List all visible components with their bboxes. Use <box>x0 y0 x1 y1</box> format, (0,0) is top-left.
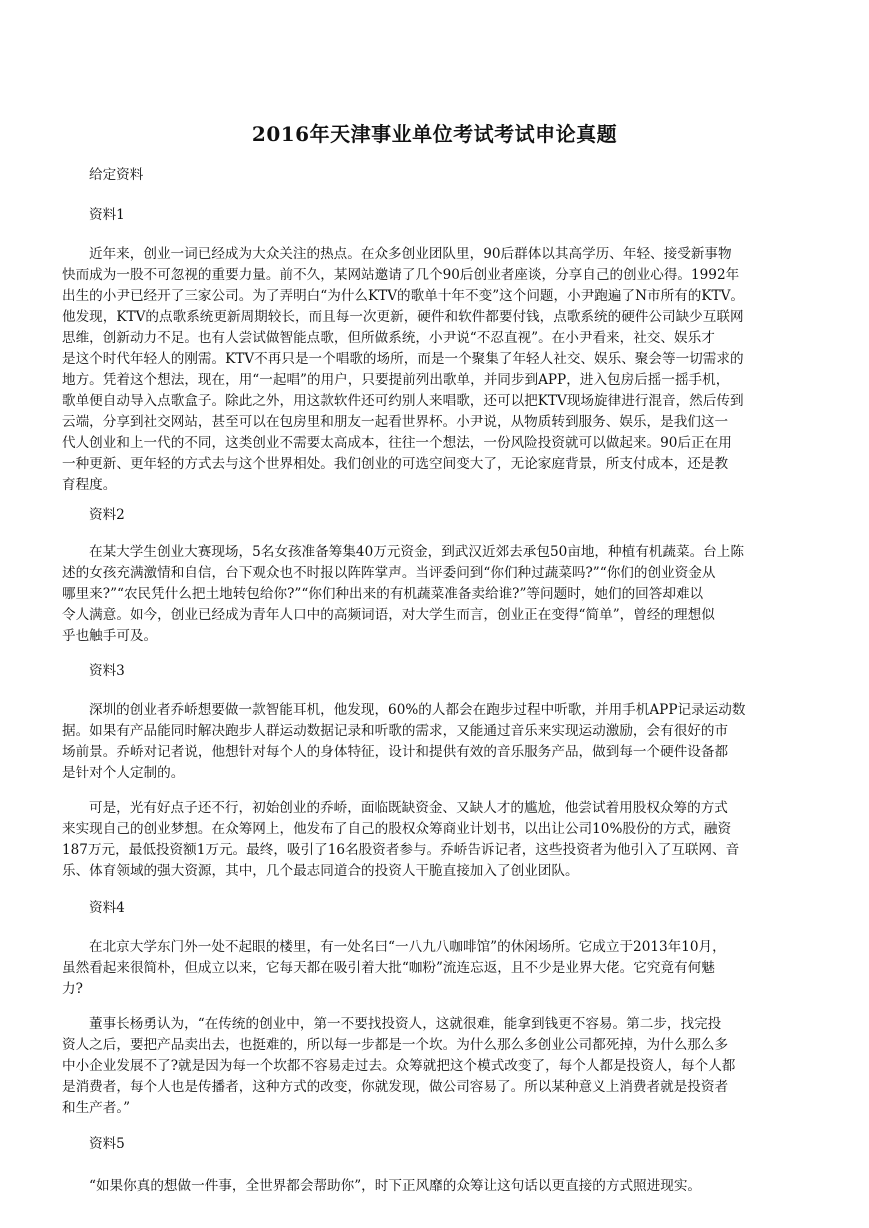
section-5-paragraph-1 <box>89 1176 789 1197</box>
section-2-paragraph-1 <box>62 542 789 647</box>
line: 代人创业和上一代的不同，这类创业不需要太高成本，往往一个想法，一份风险投资就可以做起来。90后正在用 <box>62 435 732 451</box>
line: 快而成为一股不可忽视的重要力量。前不久，某网站邀请了几个90后创业者座谈，分享自己的创业心得。1992年 <box>62 267 740 283</box>
section-label-3: 资料3 <box>89 663 125 679</box>
line: 据。如果有产品能同时解决跑步人群运动数据记录和听歌的需求，又能通过音乐来实现运动激励，会有很好的市 <box>62 723 729 739</box>
line: 述的女孩充满激情和自信，台下观众也不时报以阵阵掌声。当评委问到“你们种过蔬菜吗?”“你们的创业资金从 <box>62 565 716 581</box>
line: 来实现自己的创业梦想。在众筹网上，他发布了自己的股权众筹商业计划书，以出让公司10%股份的方式，融资 <box>62 821 732 837</box>
section-1-paragraph-1 <box>62 244 789 496</box>
line: 令人满意。如今，创业已经成为青年人口中的高频词语，对大学生而言，创业正在变得“简单”，曾经的理想似 <box>62 607 715 623</box>
document-title: 2016年天津事业单位考试考试申论真题 <box>251 122 618 146</box>
line: 董事长杨勇认为，“在传统的创业中，第一不要找投资人，这就很难，能拿到钱更不容易。第二步，找完投 <box>89 1016 722 1032</box>
line: 哪里来?”“农民凭什么把土地转包给你?”“你们种出来的有机蔬菜准备卖给谁?”等问题时，她们的回答却难以 <box>62 586 704 602</box>
line: 云端，分享到社交网站，甚至可以在包房里和朋友一起看世界杯。小尹说，从物质转到服务、娱乐，是我们这一 <box>62 414 729 430</box>
section-3-paragraph-1 <box>62 700 789 784</box>
line: 中小企业发展不了?就是因为每一个坎都不容易走过去。众筹就把这个模式改变了，每个人都是投资人，每个人都 <box>62 1058 736 1074</box>
line: 乐、体育领域的强大资源，其中，几个最志同道合的投资人干脆直接加入了创业团队。 <box>62 863 579 879</box>
section-4-paragraph-2 <box>62 1014 789 1119</box>
line: 是这个时代年轻人的刚需。KTV不再只是一个唱歌的场所，而是一个聚集了年轻人社交、娱乐、聚会等一切需求的 <box>62 351 744 367</box>
section-label-5: 资料5 <box>89 1136 125 1152</box>
line: 乎也触手可及。 <box>62 628 158 644</box>
given-materials-label: 给定资料 <box>89 167 144 183</box>
line: 是消费者，每个人也是传播者，这种方式的改变，你就发现，做公司容易了。所以某种意义上消费者就是投资者 <box>62 1079 729 1095</box>
line: 资人之后，要把产品卖出去，也挺难的，所以每一步都是一个坎。为什么那么多创业公司都死掉，为什么那么多 <box>62 1037 729 1053</box>
line: 力? <box>62 981 83 997</box>
line: 场前景。乔峤对记者说，他想针对每个人的身体特征，设计和提供有效的音乐服务产品，做到每一个硬件设备都 <box>62 744 729 760</box>
line: 在某大学生创业大赛现场，5名女孩准备筹集40万元资金，到武汉近郊去承包50亩地，种植有机蔬菜。台上陈 <box>89 544 744 560</box>
line: 歌单便自动导入点歌盒子。除此之外，用这款软件还可约别人来唱歌，还可以把KTV现场旋律进行混音，然后传到 <box>62 393 744 409</box>
line: 虽然看起来很简朴，但成立以来，它每天都在吸引着大批“咖粉”流连忘返，且不少是业界大佬。它究竟有何魅 <box>62 960 715 976</box>
section-label-1: 资料1 <box>89 207 125 223</box>
section-label-4: 资料4 <box>89 900 125 916</box>
line: 出生的小尹已经开了三家公司。为了弄明白“为什么KTV的歌单十年不变”这个问题，小尹跑遍了N市所有的KTV。 <box>62 288 744 304</box>
line: 可是，光有好点子还不行，初始创业的乔峤，面临既缺资金、又缺人才的尴尬，他尝试着用股权众筹的方式 <box>89 800 728 816</box>
section-4-paragraph-1 <box>62 937 789 1000</box>
line: 一种更新、更年轻的方式去与这个世界相处。我们创业的可选空间变大了，无论家庭背景，所支付成本，还是教 <box>62 456 729 472</box>
line: 近年来，创业一词已经成为大众关注的热点。在众多创业团队里，90后群体以其高学历、年轻、接受新事物 <box>89 246 732 262</box>
line: 地方。凭着这个想法，现在，用“一起唱”的用户，只要提前列出歌单，并同步到APP，进入包房后摇一摇手机， <box>62 372 730 388</box>
line: 在北京大学东门外一处不起眼的楼里，有一处名曰“一八九八咖啡馆”的休闲场所。它成立于2013年10月， <box>89 939 726 955</box>
line: 187万元，最低投资额1万元。最终，吸引了16名股资者参与。乔峤告诉记者，这些投资者为他引入了互联网、音 <box>62 842 740 858</box>
line: 和生产者。” <box>62 1100 131 1116</box>
section-3-paragraph-2 <box>62 798 789 882</box>
line: 思维，创新动力不足。也有人尝试做智能点歌，但所做系统，小尹说“不忍直视”。在小尹看来，社交、娱乐才 <box>62 330 715 346</box>
section-label-2: 资料2 <box>89 507 125 523</box>
line: 育程度。 <box>62 477 117 493</box>
line: “如果你真的想做一件事，全世界都会帮助你”，时下正风靡的众筹让这句话以更直接的方式照进现实。 <box>89 1178 702 1194</box>
line: 是针对个人定制的。 <box>62 765 185 781</box>
line: 深圳的创业者乔峤想要做一款智能耳机，他发现，60%的人都会在跑步过程中听歌，并用手机APP记录运动数 <box>89 702 746 718</box>
line: 他发现，KTV的点歌系统更新周期较长，而且每一次更新，硬件和软件都要付钱，点歌系统的硬件公司缺少互联网 <box>62 309 744 325</box>
